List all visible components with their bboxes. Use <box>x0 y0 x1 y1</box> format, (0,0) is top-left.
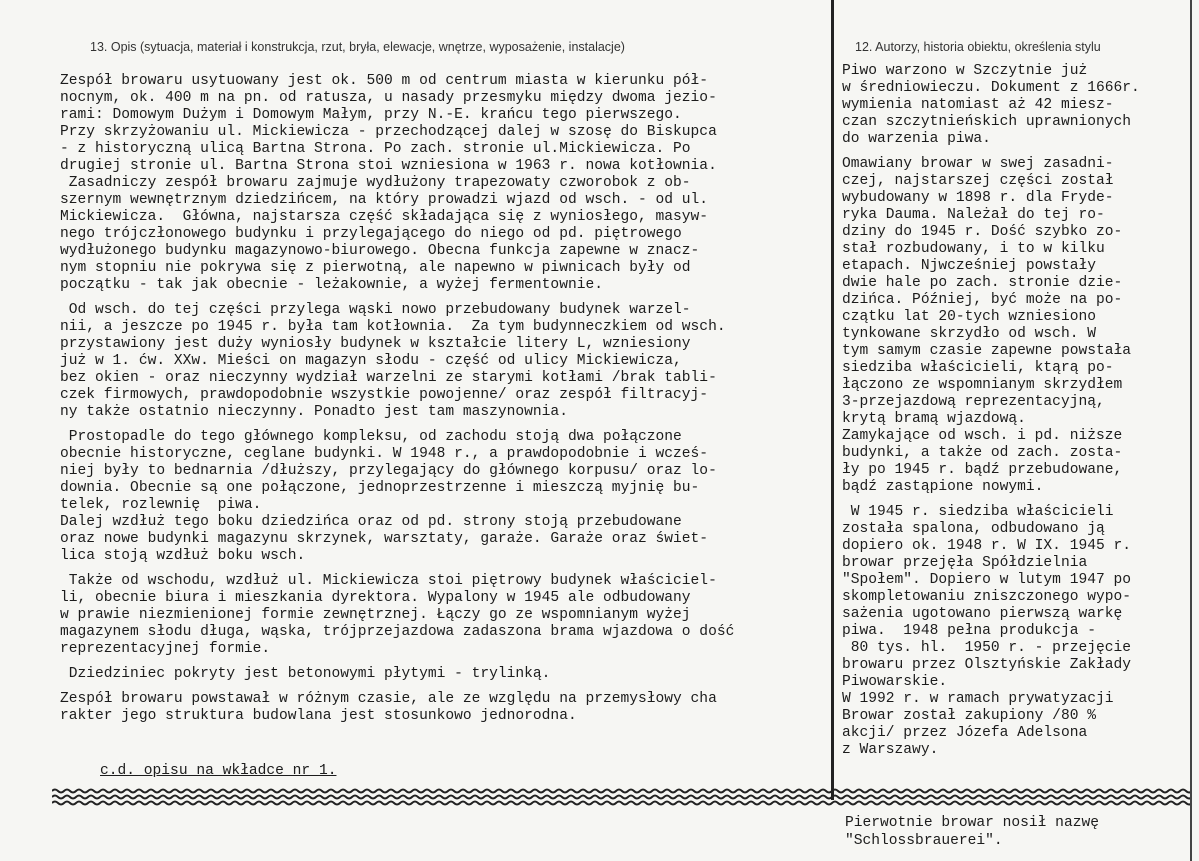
text-line <box>842 148 1187 156</box>
column-divider <box>831 0 834 800</box>
text-line: rakter jego struktura budowlana jest stosunkowo jednorodna. <box>60 708 577 724</box>
text-line: piwa. 1948 pełna produkcja - <box>842 623 1096 639</box>
text-line: Piwowarskie. <box>842 674 948 690</box>
text-line: siedziba właścicieli, ktąrą po- <box>842 360 1114 376</box>
text-line: w średniowieczu. Dokument z 1666r. <box>842 80 1140 96</box>
text-line: Piwo warzono w Szczytnie już <box>842 63 1088 79</box>
text-line: Zespół browaru usytuowany jest ok. 500 m od centrum miasta w kierunku pół- <box>60 73 709 89</box>
text-line: niej były to bednarnia /dłuższy, przylegający do głównego korpusu/ oraz lo- <box>60 463 717 479</box>
footer-note <box>845 814 1099 850</box>
text-line: wymienia natomiast aż 42 miesz- <box>842 97 1114 113</box>
text-line <box>60 683 830 691</box>
text-line: tynkowane skrzydło od wsch. W <box>842 326 1096 342</box>
text-line: budynki, a także od zach. zosta- <box>842 445 1123 461</box>
text-line: wydłużonego budynku magazynowo-biurowego. Obecna funkcja zapewne w znacz- <box>60 243 700 259</box>
text-line: "Społem". Dopiero w lutym 1947 po <box>842 572 1132 588</box>
text-line: nym stopniu nie pokrywa się z pierwotną, ale napewno w piwnicach były od <box>60 260 691 276</box>
text-line: W 1992 r. w ramach prywatyzacji <box>842 691 1114 707</box>
text-line: ryka Dauma. Należał do tej ro- <box>842 207 1105 223</box>
text-line: dziny do 1945 r. Dość szybko zo- <box>842 224 1123 240</box>
text-line: Omawiany browar w swej zasadni- <box>842 156 1114 172</box>
text-line: szernym wewnętrznym dziedzińcem, na który prowadzi wjazd od wsch. - od ul. <box>60 192 709 208</box>
text-line: downia. Obecnie są one połączone, jednoprzestrzenne i mieszczą myjnię bu- <box>60 480 700 496</box>
text-line: już w 1. ćw. XXw. Mieści on magazyn słodu - część od ulicy Mickiewicza, <box>60 353 682 369</box>
text-line: dzińca. Później, być może na po- <box>842 292 1123 308</box>
text-line: Zamykające od wsch. i pd. niższe <box>842 428 1123 444</box>
text-line: przystawiony jest duży wyniosły budynek w kształcie litery L, wzniesiony <box>60 336 691 352</box>
right-edge-line <box>1190 0 1192 861</box>
text-line: nego trójczłonowego budynku i przylegającego do niego od pd. piętrowego <box>60 226 682 242</box>
text-line: browar przejęła Spółdzielnia <box>842 555 1088 571</box>
text-line: Browar został zakupiony /80 % <box>842 708 1096 724</box>
text-line: 3-przejazdową reprezentacyjną, <box>842 394 1105 410</box>
text-line: czej, najstarszej części został <box>842 173 1114 189</box>
text-line: dopiero ok. 1948 r. W IX. 1945 r. <box>842 538 1132 554</box>
text-line: 80 tys. hl. 1950 r. - przejęcie <box>842 640 1132 656</box>
text-line <box>60 658 830 666</box>
text-line: czan szczytnieńskich uprawnionych <box>842 114 1132 130</box>
text-line: li, obecnie biura i mieszkania dyrektora. Wypalony w 1945 ale odbudowany <box>60 590 691 606</box>
text-line: telek, rozlewnię piwa. <box>60 497 262 513</box>
text-line: skompletowaniu zniszczonego wypo- <box>842 589 1132 605</box>
text-line: została spalona, odbudowano ją <box>842 521 1105 537</box>
text-line: lica stoją wzdłuż boku wsch. <box>60 548 306 564</box>
text-line: bądź zastąpione nowymi. <box>842 479 1044 495</box>
text-line <box>60 294 830 302</box>
text-line: browaru przez Olsztyńskie Zakłady <box>842 657 1132 673</box>
text-line: Zespół browaru powstawał w różnym czasie, ale ze względu na przemysłowy cha <box>60 691 717 707</box>
text-line: magazynem słodu długa, wąska, trójprzejazdowa zadaszona brama wjazdowa o dość <box>60 624 735 640</box>
text-line: Przy skrzyżowaniu ul. Mickiewicza - przechodzącej dalej w szosę do Biskupca <box>60 124 717 140</box>
footer-line: "Schlossbrauerei". <box>845 833 1003 849</box>
text-line: stał rozbudowany, i to w kilku <box>842 241 1105 257</box>
text-line: czek firmowych, prawdopodobnie wszystkie powojenne/ oraz zespół filtracyj- <box>60 387 709 403</box>
text-line: tym samym czasie zapewne powstała <box>842 343 1132 359</box>
text-line: Zasadniczy zespół browaru zajmuje wydłużony trapezowaty czworobok z ob- <box>60 175 691 191</box>
text-line: z Warszawy. <box>842 742 939 758</box>
text-line: W 1945 r. siedziba właścicieli <box>842 504 1114 520</box>
text-line: nii, a jeszcze po 1945 r. była tam kotłownia. Za tym budynneczkiem od wsch. <box>60 319 726 335</box>
text-line: Dziedziniec pokryty jest betonowymi płytymi - trylinką. <box>60 666 551 682</box>
text-line <box>842 496 1187 504</box>
history-column <box>842 63 1187 759</box>
text-line: Dalej wzdłuż tego boku dziedzińca oraz od pd. strony stoją przebudowane <box>60 514 682 530</box>
section-13-heading: 13. Opis (sytuacja, materiał i konstrukcja, rzut, bryła, elewacje, wnętrze, wyposażenie, instalacje) <box>90 40 625 54</box>
text-line: Także od wschodu, wzdłuż ul. Mickiewicza stoi piętrowy budynek właściciel- <box>60 573 717 589</box>
text-line: reprezentacyjnej formie. <box>60 641 271 657</box>
text-line: sażenia ugotowano pierwszą warkę <box>842 606 1123 622</box>
text-line: czątku lat 20-tych wzniesiono <box>842 309 1096 325</box>
text-line <box>60 565 830 573</box>
text-line: bez okien - oraz nieczynny wydział warzelni ze starymi kotłami /brak tabli- <box>60 370 717 386</box>
text-line: Mickiewicza. Główna, najstarsza część składająca się z wyniosłego, masyw- <box>60 209 709 225</box>
text-line: - z historyczną ulicą Bartna Strona. Po zach. stronie ul.Mickiewicza. Po <box>60 141 691 157</box>
text-line: łączono ze wspomnianym skrzydłem <box>842 377 1123 393</box>
text-line: krytą bramą wjazdową. <box>842 411 1026 427</box>
text-line: akcji/ przez Józefa Adelsona <box>842 725 1088 741</box>
text-line: Prostopadle do tego głównego kompleksu, od zachodu stoją dwa połączone <box>60 429 682 445</box>
text-line: rami: Domowym Dużym i Domowym Małym, przy N.-E. krańcu tego pierwszego. <box>60 107 682 123</box>
text-line: drugiej stronie ul. Bartna Strona stoi wzniesiona w 1963 r. nowa kotłownia. <box>60 158 717 174</box>
text-line: początku - tak jak obecnie - leżakownie, a wyżej fermentownie. <box>60 277 603 293</box>
text-line: w prawie niezmienionej formie zewnętrznej. Łączy go ze wspomnianym wyżej <box>60 607 691 623</box>
text-line: wybudowany w 1898 r. dla Fryde- <box>842 190 1114 206</box>
text-line <box>60 421 830 429</box>
text-line: ły po 1945 r. bądź przebudowane, <box>842 462 1123 478</box>
section-12-heading: 12. Autorzy, historia obiektu, określenia stylu <box>855 40 1101 54</box>
text-line: dwie hale po zach. stronie dzie- <box>842 275 1123 291</box>
wavy-separator <box>52 786 1190 808</box>
description-column <box>60 73 830 725</box>
text-line: ny także ostatnio nieczynny. Ponadto jest tam maszynownia. <box>60 404 568 420</box>
text-line: oraz nowe budynki magazynu skrzynek, warsztaty, garaże. Garaże oraz świet- <box>60 531 709 547</box>
footer-line: Pierwotnie browar nosił nazwę <box>845 815 1099 831</box>
text-line: nocnym, ok. 400 m na pn. od ratusza, u nasady przesmyku między dwoma jezio- <box>60 90 717 106</box>
continuation-note: c.d. opisu na wkładce nr 1. <box>100 763 337 779</box>
text-line: obecnie historyczne, ceglane budynki. W 1948 r., a prawdopodobnie i wcześ- <box>60 446 709 462</box>
text-line: etapach. Njwcześniej powstały <box>842 258 1096 274</box>
text-line: Od wsch. do tej części przylega wąski nowo przebudowany budynek warzel- <box>60 302 691 318</box>
text-line: do warzenia piwa. <box>842 131 991 147</box>
